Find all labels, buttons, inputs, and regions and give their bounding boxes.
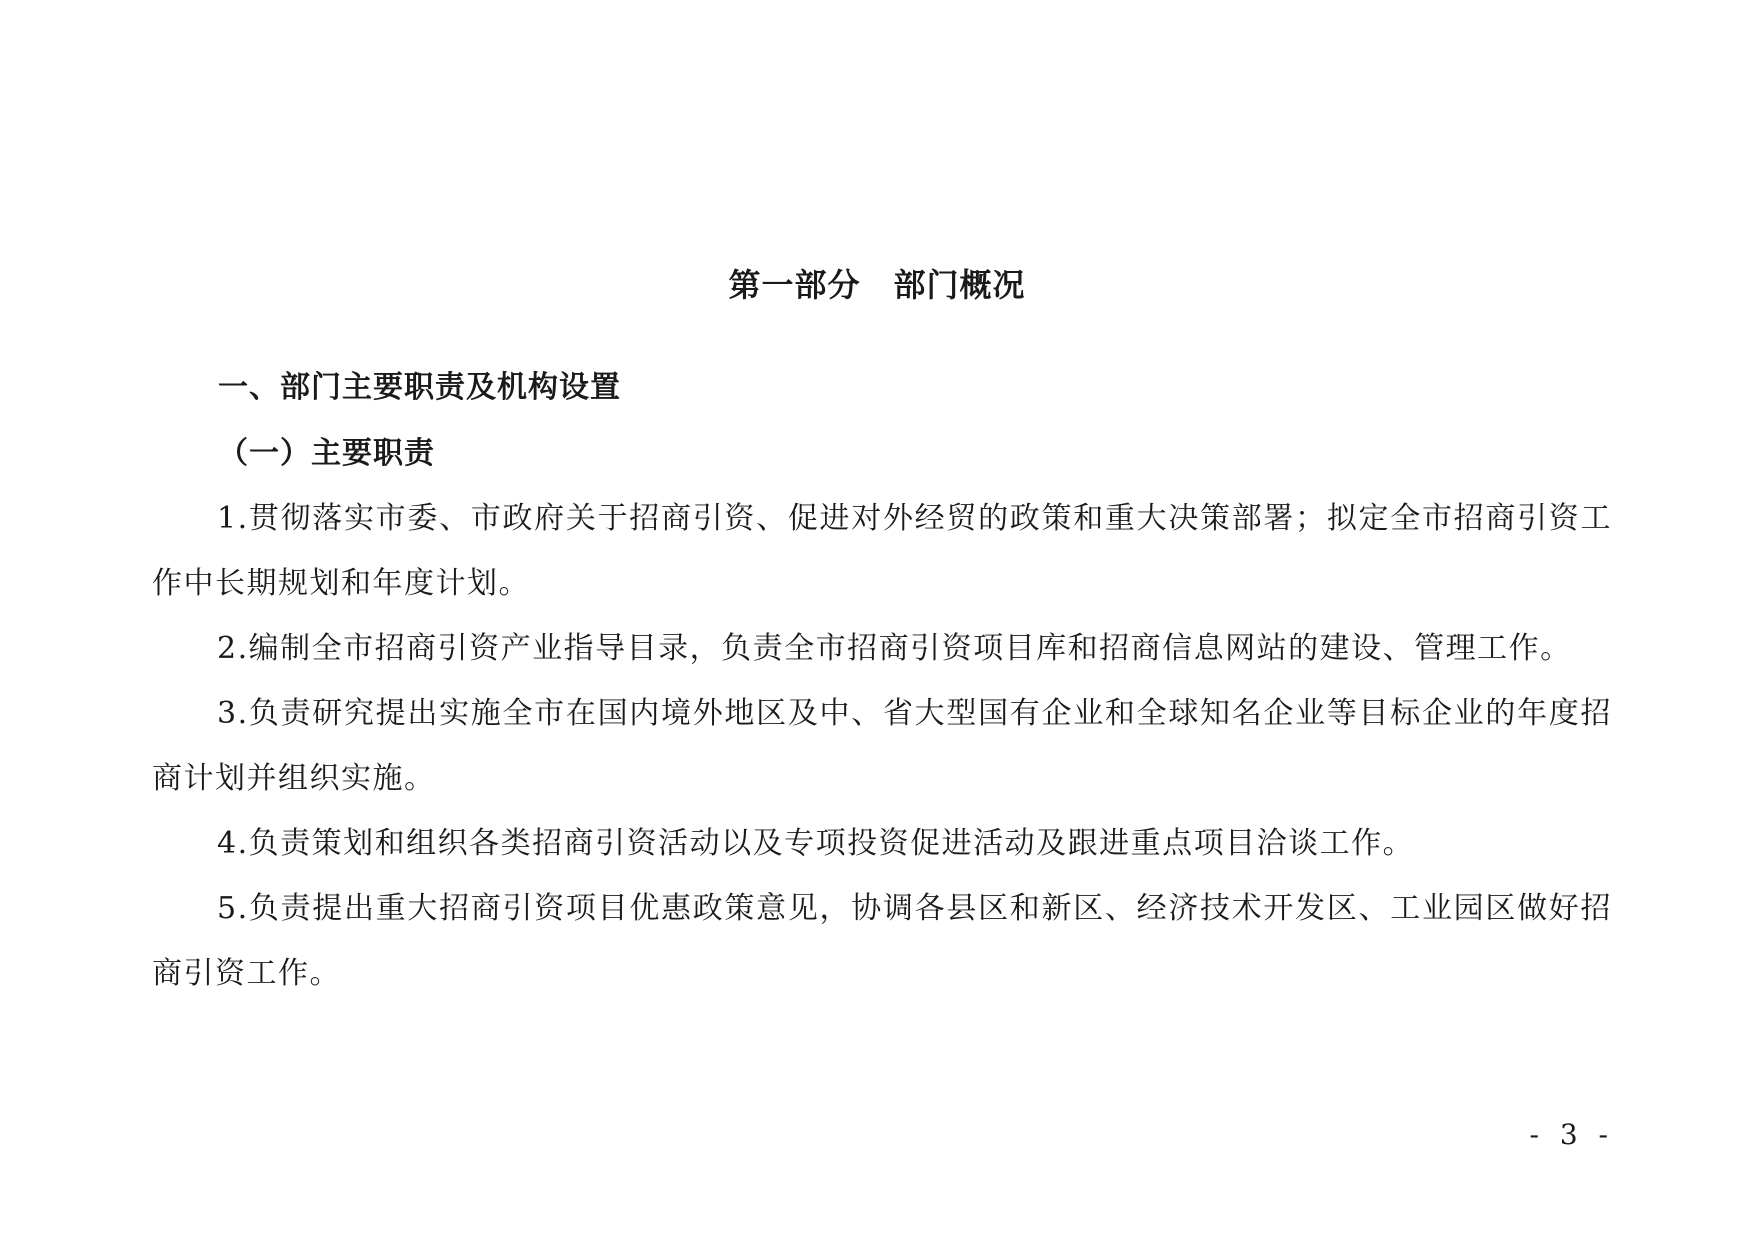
section-heading: 一、部门主要职责及机构设置 bbox=[218, 370, 621, 405]
paragraph-2: 2.编制全市招商引资产业指导目录，负责全市招商引资项目库和招商信息网站的建设、管理工作。 bbox=[217, 631, 1572, 666]
paragraph-4: 4.负责策划和组织各类招商引资活动以及专项投资促进活动及跟进重点项目洽谈工作。 bbox=[217, 826, 1415, 861]
subsection-heading: （一）主要职责 bbox=[218, 436, 435, 471]
paragraph-5: 5.负责提出重大招商引资项目优惠政策意见，协调各县区和新区、经济技术开发区、工业园区做好招商引资工作。 bbox=[152, 891, 1612, 991]
paragraph-3: 3.负责研究提出实施全市在国内境外地区及中、省大型国有企业和全球知名企业等目标企业的年度招商计划并组织实施。 bbox=[152, 696, 1612, 796]
paragraph-1: 1.贯彻落实市委、市政府关于招商引资、促进对外经贸的政策和重大决策部署；拟定全市招商引资工作中长期规划和年度计划。 bbox=[152, 501, 1612, 601]
page-number: - 3 - bbox=[1529, 1118, 1614, 1151]
page-title: 第一部分 部门概况 bbox=[728, 266, 1026, 304]
